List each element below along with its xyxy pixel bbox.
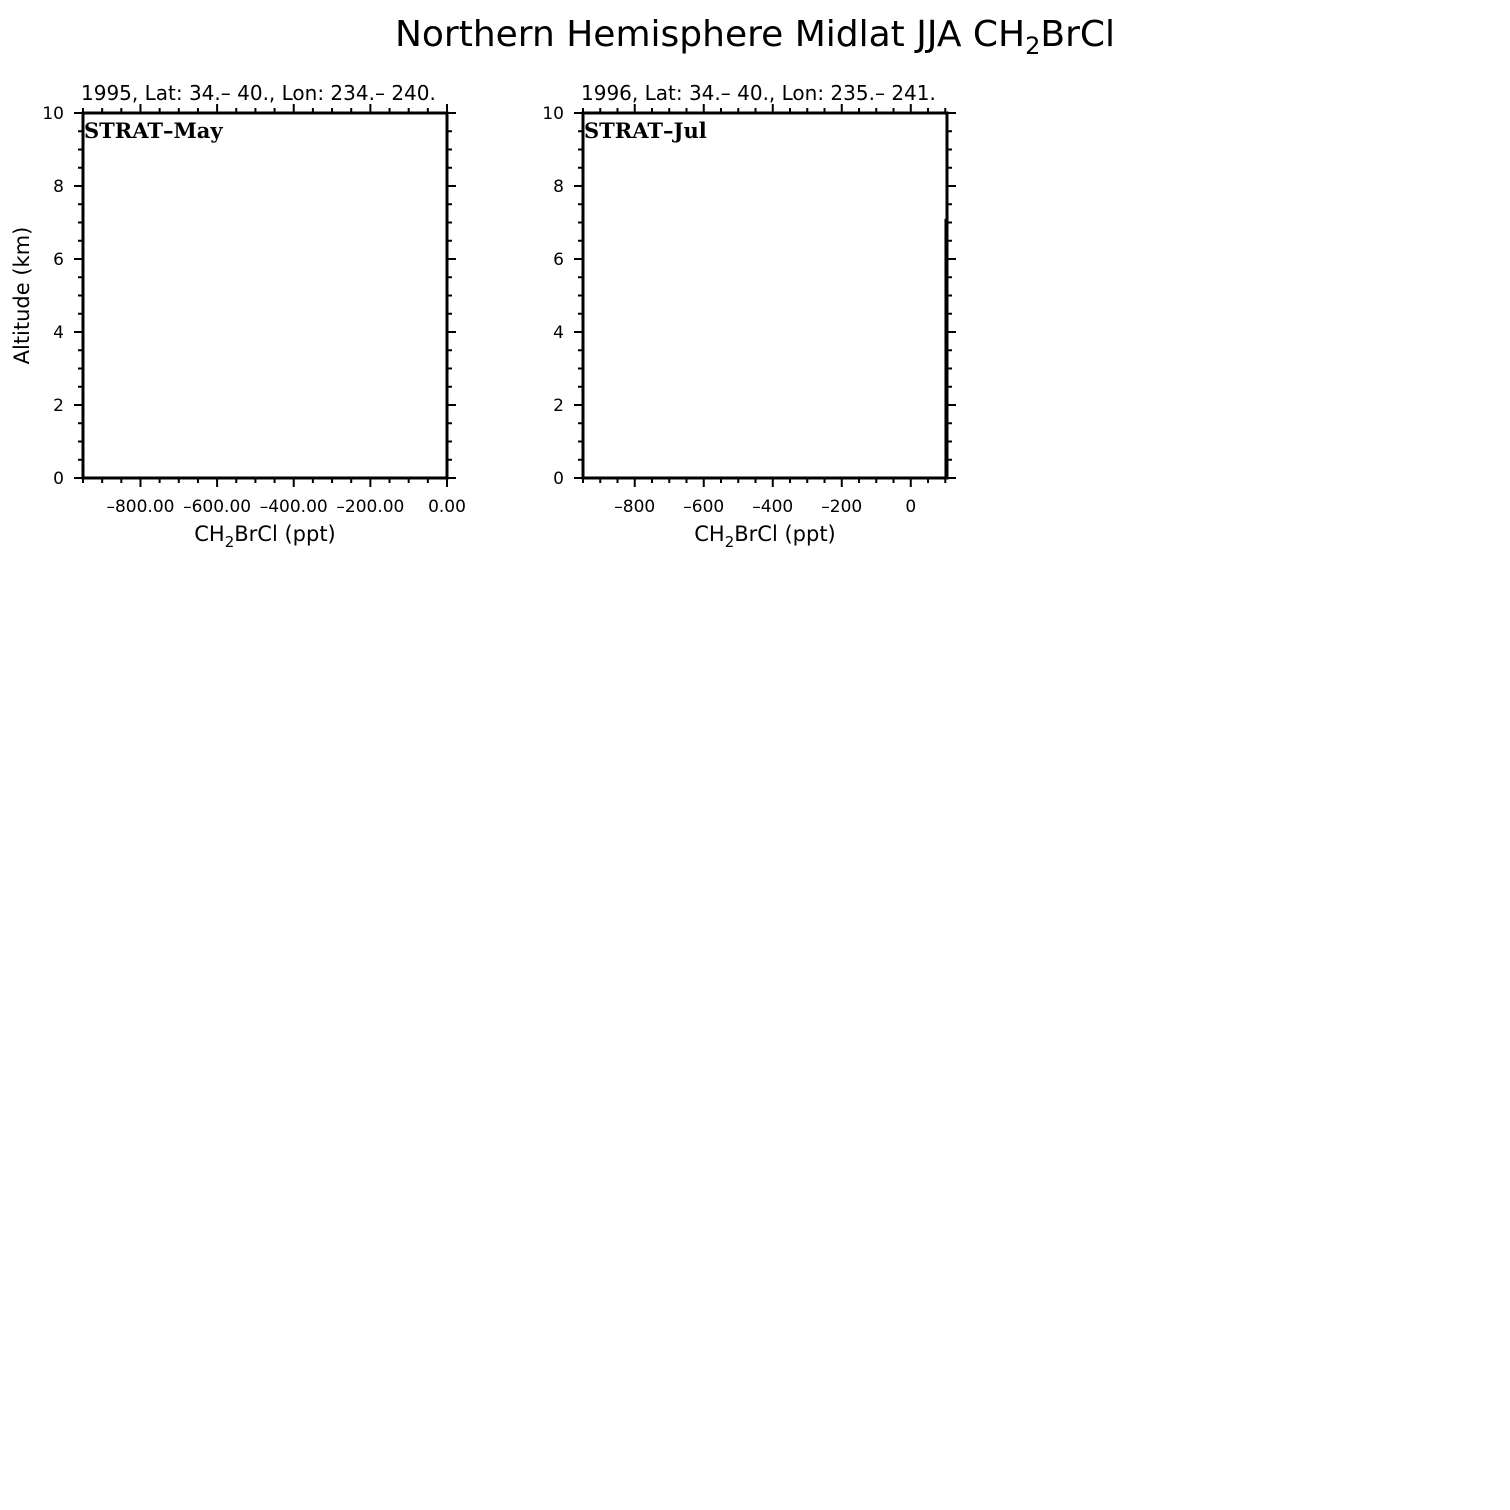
x-tick-label: –600: [683, 497, 725, 517]
figure-title: Northern Hemisphere Midlat JJA $CH_2BrCl$: [394, 14, 1116, 60]
x-tick-label: –200.00: [336, 497, 405, 517]
y-tick-label: 8: [553, 177, 564, 197]
panel-label: STRAT–Jul: [584, 118, 707, 143]
y-tick-label: 10: [542, 104, 564, 124]
y-tick-label: 2: [53, 396, 64, 416]
y-tick-label: 8: [53, 177, 64, 197]
y-tick-label: 10: [42, 104, 64, 124]
y-tick-label: 0: [553, 469, 564, 489]
panel-subtitle: 1995, Lat: 34.– 40., Lon: 234.– 240.: [81, 81, 436, 105]
chart-panel-2: [542, 81, 956, 551]
x-tick-label: –600.00: [183, 497, 252, 517]
x-tick-label: –400.00: [259, 497, 328, 517]
x-tick-label: 0.00: [428, 497, 466, 517]
y-tick-label: 4: [553, 323, 564, 343]
x-axis-label: $CH_2BrCl$ (ppt): [194, 522, 336, 551]
y-tick-label: 4: [53, 323, 64, 343]
chart-panel-1: [10, 81, 466, 551]
x-tick-label: –800: [614, 497, 656, 517]
y-tick-label: 6: [553, 250, 564, 270]
x-tick-label: 0: [905, 497, 917, 517]
y-axis-label: Altitude (km): [10, 226, 34, 365]
x-tick-label: –800.00: [106, 497, 175, 517]
panels: [10, 81, 956, 551]
plot-frame: [583, 113, 947, 478]
y-tick-label: 6: [53, 250, 64, 270]
panel-subtitle: 1996, Lat: 34.– 40., Lon: 235.– 241.: [581, 81, 936, 105]
x-tick-label: –400: [752, 497, 794, 517]
x-tick-label: –200: [821, 497, 863, 517]
y-tick-label: 0: [53, 469, 64, 489]
panel-label: STRAT–May: [84, 118, 223, 143]
plot-frame: [83, 113, 447, 478]
x-axis-label: $CH_2BrCl$ (ppt): [694, 522, 836, 551]
y-tick-label: 2: [553, 396, 564, 416]
